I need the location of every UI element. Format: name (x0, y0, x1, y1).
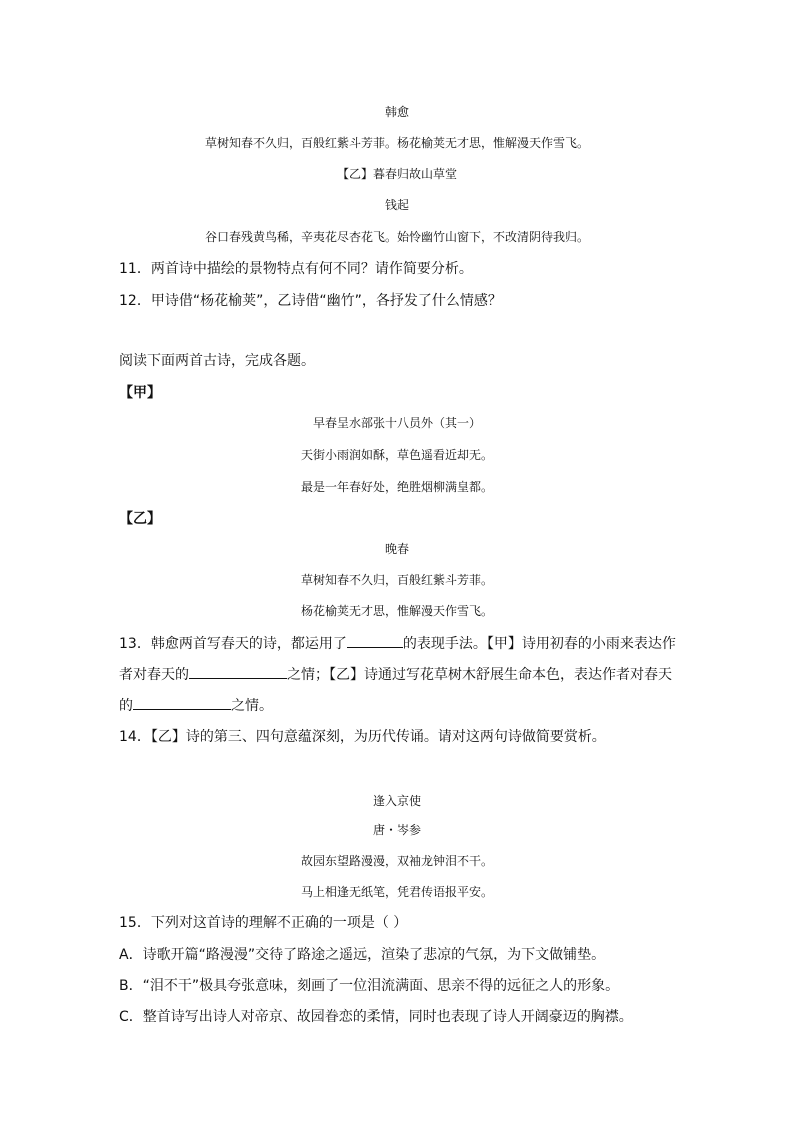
question-13-line-2 (119, 664, 679, 685)
poem-author: 钱起 (384, 198, 409, 212)
poem-author: 唐・岑参 (372, 823, 421, 837)
option-b[interactable]: B．“泪不干”极具夸张意味，刻画了一位泪流满面、思亲不得的远征之人的形象。 (119, 978, 620, 994)
poem-line: 故园东望路漫漫，双袖龙钟泪不干。 (300, 854, 493, 868)
question-text: 者对春天的 (119, 667, 189, 683)
question-13 (119, 633, 679, 654)
poem-line: 草树知春不久归，百般红紫斗芳菲。 (300, 573, 493, 587)
question-text: 的 (119, 698, 133, 714)
poem-title: 晚春 (384, 542, 409, 556)
poem-author: 韩愈 (384, 105, 409, 119)
poem-line: 马上相逢无纸笔，凭君传语报平安。 (300, 885, 493, 899)
answer-blank[interactable] (133, 695, 231, 710)
poem-label-jia: 【甲】 (119, 385, 161, 401)
question-12: 12．甲诗借“杨花榆荚”，乙诗借“幽竹”，各抒发了什么情感？ (119, 293, 502, 309)
poem-title: 逢入京使 (372, 794, 421, 808)
question-text: 之情；【乙】诗通过写花草树木舒展生命本色，表达作者对春天 (287, 667, 672, 683)
poem-label-yi: 【乙】 (119, 511, 161, 527)
poem-line: 最是一年春好处，绝胜烟柳满皇都。 (300, 480, 493, 494)
section-intro: 阅读下面两首古诗，完成各题。 (119, 353, 315, 369)
question-14: 14．【乙】诗的第三、四句意蕴深刻，为历代传诵。请对这两句诗做简要赏析。 (119, 729, 606, 745)
question-15: 15．下列对这首诗的理解不正确的一项是（ ） (119, 915, 408, 931)
question-11: 11．两首诗中描绘的景物特点有何不同？请作简要分析。 (119, 261, 473, 277)
poem-line: 杨花榆荚无才思，惟解漫天作雪飞。 (300, 604, 493, 618)
question-text: 之情。 (231, 698, 273, 714)
question-13-line-3 (119, 695, 679, 716)
option-a[interactable]: A．诗歌开篇“路漫漫”交待了路途之遥远，渲染了悲凉的气氛，为下文做铺垫。 (119, 947, 606, 963)
poem-title: 【乙】暮春归故山草堂 (336, 167, 457, 181)
answer-blank[interactable] (347, 633, 403, 648)
poem-text: 草树知春不久归，百般红紫斗芳菲。杨花榆荚无才思，惟解漫天作雪飞。 (204, 136, 589, 150)
poem-text: 谷口春残黄鸟稀，辛夷花尽杏花飞。始怜幽竹山窗下，不改清阴待我归。 (204, 230, 589, 244)
answer-blank[interactable] (189, 664, 287, 679)
poem-title: 早春呈水部张十八员外（其一） (312, 416, 481, 430)
question-text: 的表现手法。【甲】诗用初春的小雨来表达作 (402, 636, 676, 652)
question-text: 13．韩愈两首写春天的诗，都运用了 (119, 636, 347, 652)
option-c[interactable]: C．整首诗写出诗人对帝京、故园眷恋的柔情，同时也表现了诗人开阔豪迈的胸襟。 (119, 1009, 633, 1025)
poem-line: 天街小雨润如酥，草色遥看近却无。 (300, 448, 493, 462)
